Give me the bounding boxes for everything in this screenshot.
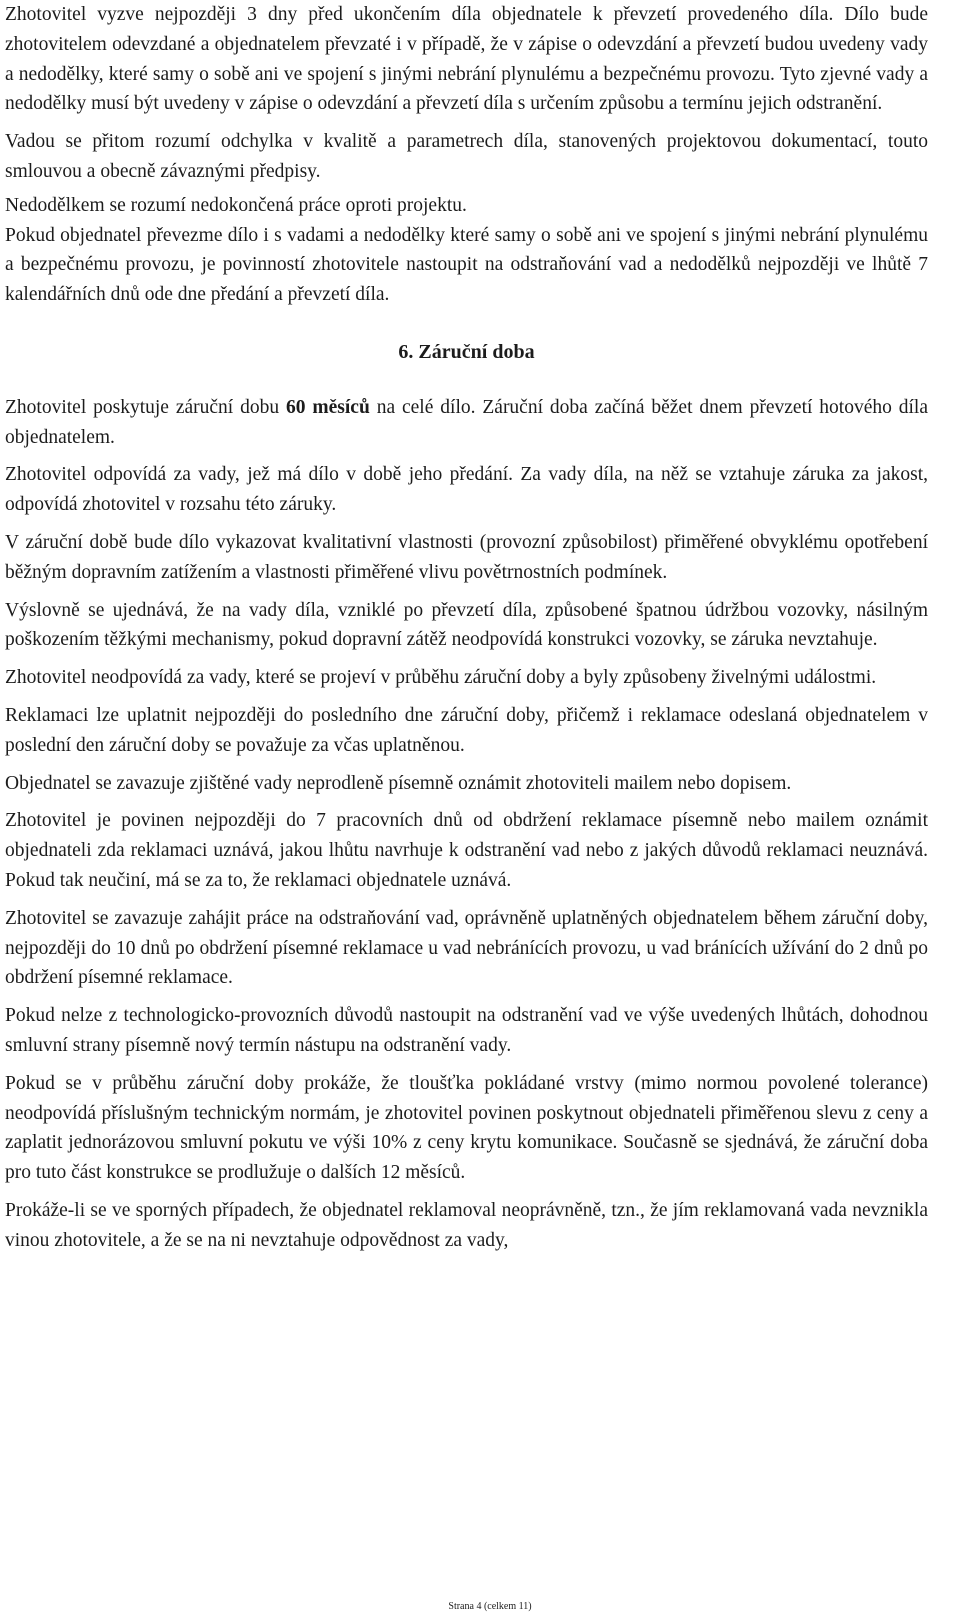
- paragraph-notify-defects: Objednatel se zavazuje zjištěné vady neprodleně písemně oznámit zhotoviteli mailem nebo dopisem.: [5, 772, 792, 794]
- warranty-months: 60 měsíců: [286, 396, 370, 418]
- paragraph-unfinished-definition: Nedodělkem se rozumí nedokončená práce oproti projektu.: [5, 194, 467, 216]
- paragraph-exclusions: Výslovně se ujednává, že na vady díla, vzniklé po převzetí díla, způsobené špatnou údržbou vozovky, násilným poškozením těžkými mechanismy, pokud dopravní zátěž neodpovídá konstrukci vozovky, se záruka nevztahuje.: [5, 599, 928, 651]
- paragraph-quality: V záruční době bude dílo vykazovat kvalitativní vlastnosti (provozní způsobilost) přiměřené obvyklému opotřebení běžným dopravním zatížením a vlastnosti přiměřené vlivu povětrnostních podmínek.: [5, 531, 928, 583]
- paragraph-unjustified-claim: Prokáže-li se ve sporných případech, že objednatel reklamoval neoprávněně, tzn., že jím reklamovaná vada nevznikla vinou zhotovitele, a že se na ni nevztahuje odpovědnost za vady,: [5, 1199, 928, 1251]
- paragraph-repair-start: Zhotovitel se zavazuje zahájit práce na odstraňování vad, oprávněně uplatněných objednatelem během záruční doby, nejpozději do 10 dnů po obdržení písemné reklamace u vad nebránících provozu, u vad bránících užívání do 2 dnů po obdržení písemné reklamace.: [5, 907, 928, 989]
- paragraph-natural-disasters: Zhotovitel neodpovídá za vady, které se projeví v průběhu záruční doby a byly způsobeny živelnými událostmi.: [5, 667, 877, 689]
- paragraph-layer-thickness: Pokud se v průběhu záruční doby prokáže, že tloušťka pokládané vrstvy (mimo normou povolené tolerance) neodpovídá příslušným technickým normám, je zhotovitel povinen poskytnout objednateli přiměřenou slevu z ceny a zaplatit jednorázovou smluvní pokutu ve výši 10% z ceny krytu komunikace. Současně se sjednává, že záruční doba pro tuto část konstrukce se prodlužuje o dalších 12 měsíců.: [5, 1072, 928, 1184]
- warranty-text-a: Zhotovitel poskytuje záruční dobu: [5, 396, 287, 418]
- paragraph-new-term: Pokud nelze z technologicko-provozních důvodů nastoupit na odstranění vad ve výše uvedených lhůtách, dohodnou smluvní strany písemně nový termín nástupu na odstranění vady.: [5, 1005, 928, 1056]
- paragraph-warranty-period: [5, 393, 928, 453]
- warranty-text-b: na celé dílo. Záruční doba začíná běžet dnem převzetí hotového díla objednatelem.: [5, 396, 928, 448]
- paragraph-claim-response: Zhotovitel je povinen nejpozději do 7 pracovních dnů od obdržení reklamace písemně nebo mailem oznámit objednateli zda reklamaci uznává, jakou lhůtu navrhuje k odstranění vad nebo z jakých důvodů reklamaci neuznává. Pokud tak neučiní, má se za to, že reklamaci objednatele uznává.: [5, 810, 928, 891]
- page-number-footer: Strana 4 (celkem 11): [448, 1601, 532, 1612]
- section-heading-warranty: 6. Záruční doba: [398, 340, 535, 363]
- paragraph-claim-deadline: Reklamaci lze uplatnit nejpozději do posledního dne záruční doby, přičemž i reklamace odeslaná objednatelem v poslední den záruční doby se považuje za včas uplatněnou.: [5, 704, 928, 756]
- paragraph-liability: Zhotovitel odpovídá za vady, jež má dílo v době jeho předání. Za vady díla, na něž se vztahuje záruka za jakost, odpovídá zhotovitel v rozsahu této záruky.: [5, 464, 928, 516]
- paragraph-handover: Zhotovitel vyzve nejpozději 3 dny před ukončením díla objednatele k převzetí provedeného díla. Dílo bude zhotovitelem odevzdané a objednatelem převzaté i v případě, že v zápise o odevzdání a převzetí budou uvedeny vady a nedodělky, které samy o sobě ani ve spojení s jinými nebrání plynulému a bezpečnému provozu. Tyto zjevné vady a nedodělky musí být uvedeny v zápise o odevzdání a převzetí díla s určením způsobu a termínu jejich odstranění.: [5, 4, 928, 115]
- paragraph-defect-definition: Vadou se přitom rozumí odchylka v kvalitě a parametrech díla, stanovených projektovou dokumentací, touto smlouvou a obecně závaznými předpisy.: [5, 131, 928, 182]
- paragraph-acceptance-with-defects: Pokud objednatel převezme dílo i s vadami a nedodělky které samy o sobě ani ve spojení s jinými nebrání plynulému a bezpečnému provozu, je povinností zhotovitele nastoupit na odstraňování vad a nedodělků nejpozději ve lhůtě 7 kalendářních dnů ode dne předání a převzetí díla.: [5, 224, 928, 306]
